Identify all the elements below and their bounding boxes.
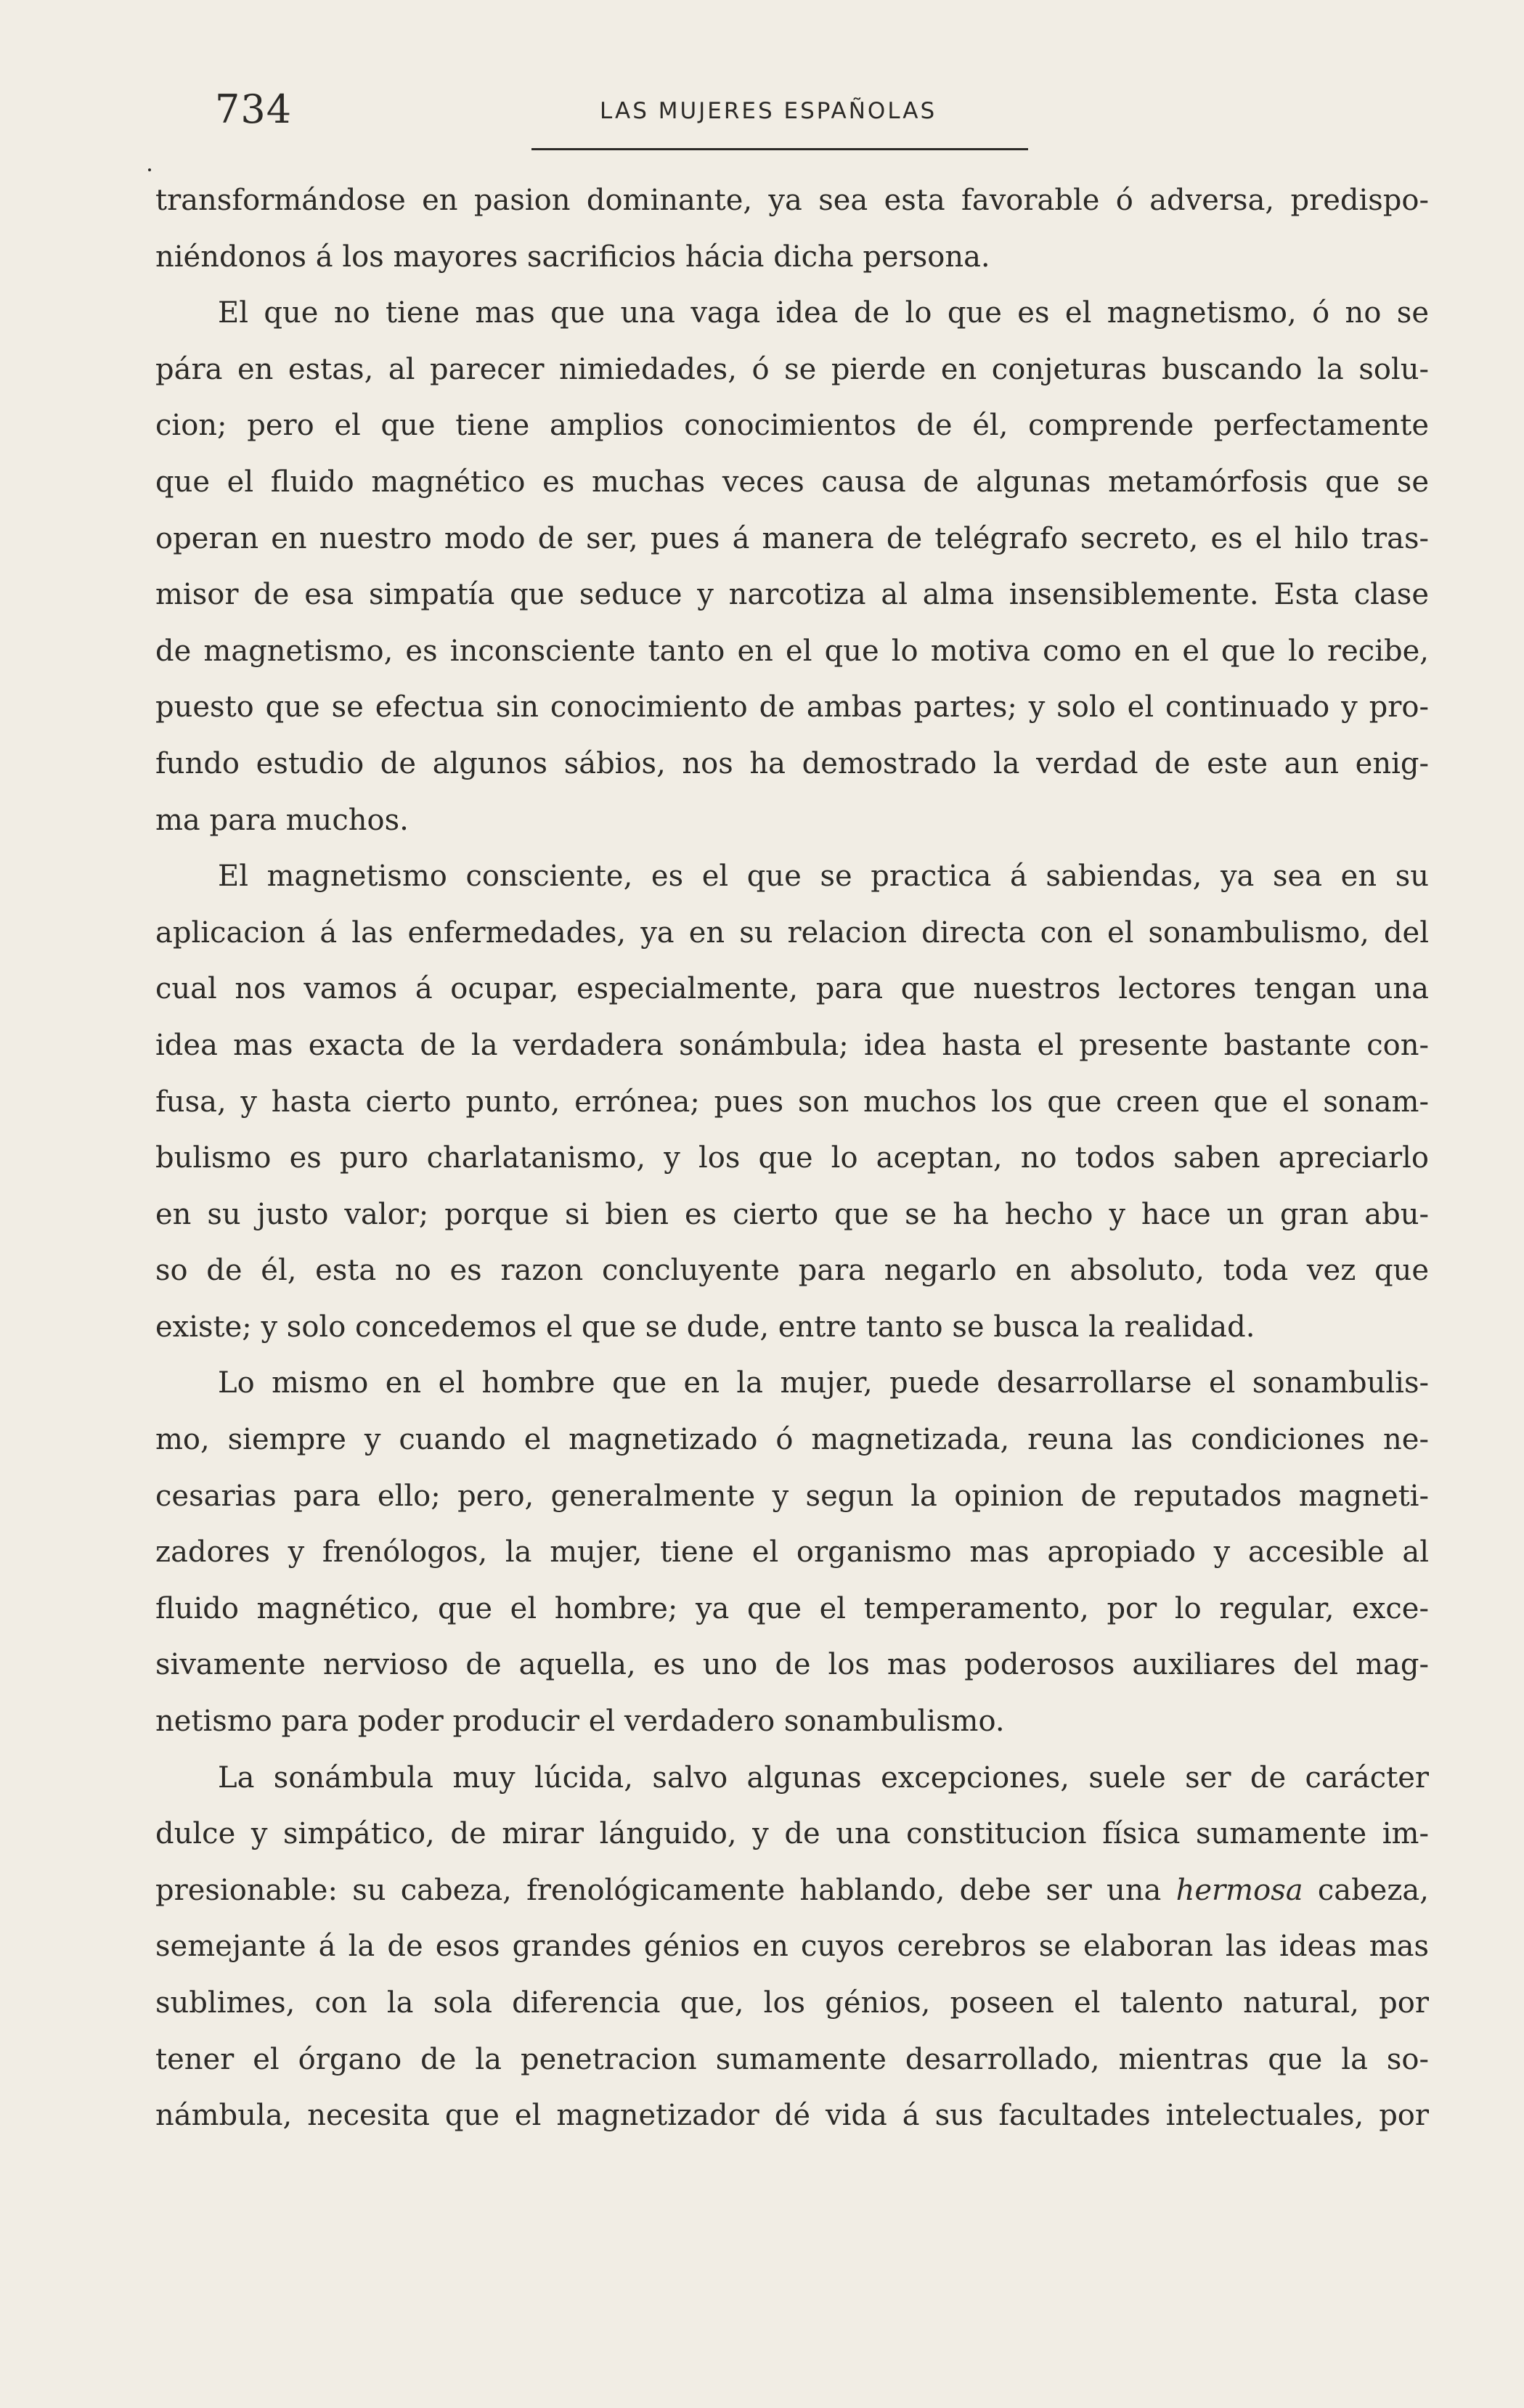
line-tail: cabeza, bbox=[1317, 1873, 1429, 1907]
text-line: dulce y simpático, de mirar lánguido, y de una constitucion física sumamente im- bbox=[155, 1817, 1429, 1851]
running-head: LAS MUJERES ESPAÑOLAS bbox=[600, 98, 937, 124]
text-line: so de él, esta no es razon concluyente para negarlo en absoluto, toda vez que bbox=[155, 1254, 1429, 1288]
body-text bbox=[155, 173, 1429, 2144]
text-line: bulismo es puro charlatanismo, y los que lo aceptan, no todos saben apreciarlo bbox=[155, 1141, 1429, 1175]
line-text: presionable: su cabeza, frenológicamente hablando, debe ser una bbox=[155, 1873, 1162, 1907]
text-line: ma para muchos. bbox=[155, 803, 409, 837]
text-line: pára en estas, al parecer nimiedades, ó se pierde en conjeturas buscando la solu- bbox=[155, 352, 1429, 386]
text-line: mo, siempre y cuando el magnetizado ó magnetizada, reuna las condiciones ne- bbox=[155, 1423, 1429, 1457]
text-line-with-italic bbox=[155, 1863, 1429, 1919]
text-line: zadores y frenólogos, la mujer, tiene el organismo mas apropiado y accesible al bbox=[155, 1535, 1429, 1570]
italic-word: hermosa bbox=[1175, 1873, 1303, 1907]
text-line: netismo para poder producir el verdadero sonambulismo. bbox=[155, 1705, 1005, 1739]
header-rule bbox=[531, 148, 1028, 150]
text-line: cesarias para ello; pero, generalmente y segun la opinion de reputados magneti- bbox=[155, 1479, 1429, 1513]
text-line: tener el órgano de la penetracion sumamente desarrollado, mientras que la so- bbox=[155, 2042, 1429, 2076]
text-line: transformándose en pasion dominante, ya sea esta favorable ó adversa, predispo- bbox=[155, 184, 1429, 217]
text-line: operan en nuestro modo de ser, pues á manera de telégrafo secreto, es el hilo tras- bbox=[155, 521, 1429, 555]
text-line: idea mas exacta de la verdadera sonámbula; idea hasta el presente bastante con- bbox=[155, 1028, 1429, 1062]
text-line: Lo mismo en el hombre que en la mujer, puede desarrollarse el sonambulis- bbox=[218, 1366, 1429, 1400]
text-line: existe; y solo concedemos el que se dude, entre tanto se busca la realidad. bbox=[155, 1310, 1255, 1344]
text-line: de magnetismo, es inconsciente tanto en el que lo motiva como en el que lo recibe, bbox=[155, 634, 1429, 668]
text-line: cion; pero el que tiene amplios conocimientos de él, comprende perfectamente bbox=[155, 409, 1429, 443]
text-line: niéndonos á los mayores sacrificios hácia dicha persona. bbox=[155, 240, 990, 274]
text-line: El que no tiene mas que una vaga idea de lo que es el magnetismo, ó no se bbox=[218, 296, 1429, 330]
text-line: sublimes, con la sola diferencia que, los génios, poseen el talento natural, por bbox=[155, 1986, 1429, 2020]
text-line: puesto que se efectua sin conocimiento de ambas partes; y solo el continuado y pro- bbox=[155, 690, 1429, 725]
page-number: 734 bbox=[215, 86, 293, 132]
text-line: El magnetismo consciente, es el que se practica á sabiendas, ya sea en su bbox=[218, 860, 1429, 894]
text-line: fusa, y hasta cierto punto, errónea; pues son muchos los que creen que el sonam- bbox=[155, 1085, 1429, 1119]
text-line: fundo estudio de algunos sábios, nos ha demostrado la verdad de este aun enig- bbox=[155, 746, 1429, 780]
text-line: fluido magnético, que el hombre; ya que el temperamento, por lo regular, exce- bbox=[155, 1591, 1429, 1625]
text-line: que el fluido magnético es muchas veces causa de algunas metamórfosis que se bbox=[155, 465, 1429, 499]
text-line: aplicacion á las enfermedades, ya en su relacion directa con el sonambulismo, del bbox=[155, 915, 1429, 950]
text-line: sivamente nervioso de aquella, es uno de los mas poderosos auxiliares del mag- bbox=[155, 1648, 1429, 1682]
text-line: cual nos vamos á ocupar, especialmente, para que nuestros lectores tengan una bbox=[155, 972, 1429, 1006]
text-line: námbula, necesita que el magnetizador dé vida á sus facultades intelectuales, por bbox=[155, 2099, 1429, 2133]
text-line: en su justo valor; porque si bien es cierto que se ha hecho y hace un gran abu- bbox=[155, 1197, 1429, 1231]
text-line: La sonámbula muy lúcida, salvo algunas excepciones, suele ser de carácter bbox=[218, 1760, 1429, 1795]
text-line: semejante á la de esos grandes génios en cuyos cerebros se elaboran las ideas mas bbox=[155, 1930, 1429, 1964]
ink-speck bbox=[148, 168, 151, 171]
text-line: misor de esa simpatía que seduce y narcotiza al alma insensiblemente. Esta clase bbox=[155, 578, 1429, 612]
